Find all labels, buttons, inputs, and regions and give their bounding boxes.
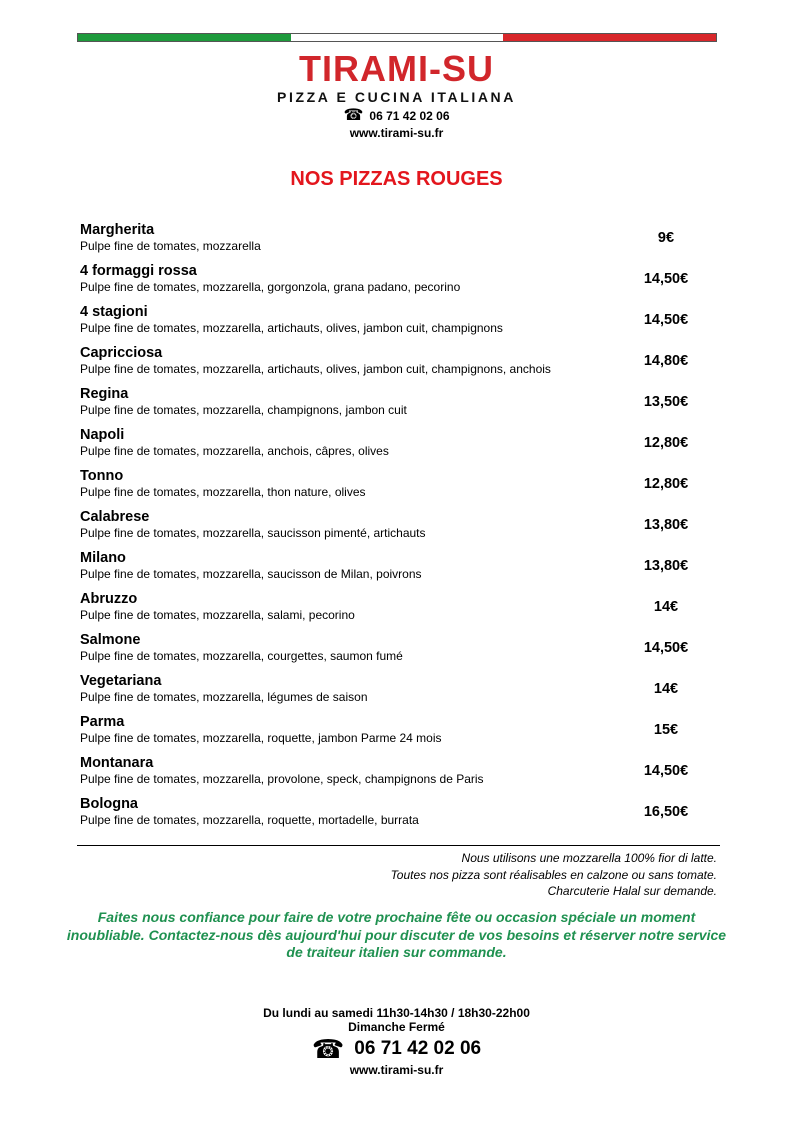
pizza-price: 14,50€ xyxy=(643,271,689,287)
pizza-name: Calabrese xyxy=(80,509,150,525)
pizza-name: Parma xyxy=(80,714,125,730)
pizza-name: Regina xyxy=(80,386,129,402)
menu-item xyxy=(80,345,700,386)
pizza-price: 14,50€ xyxy=(643,312,689,328)
catering-promo: Faites nous confiance pour faire de votre prochaine fête ou occasion spéciale un moment inoubliable. Contactez-nous dès aujourd'hui pour discuter de vos besoins et réserver notre service de traiteur italien sur commande. xyxy=(66,909,727,960)
pizza-description: Pulpe fine de tomates, mozzarella, salami, pecorino xyxy=(80,608,355,622)
pizza-price: 12,80€ xyxy=(643,476,689,492)
menu-item xyxy=(80,222,700,263)
menu-notes xyxy=(391,850,717,900)
opening-hours: Du lundi au samedi 11h30-14h30 / 18h30-22h00 xyxy=(263,1006,530,1020)
menu-item xyxy=(80,796,700,837)
pizza-description: Pulpe fine de tomates, mozzarella, artichauts, olives, jambon cuit, champignons xyxy=(80,321,503,335)
pizza-name: Montanara xyxy=(80,755,154,771)
pizza-price: 13,80€ xyxy=(643,558,689,574)
menu-item xyxy=(80,386,700,427)
note-line: Toutes nos pizza sont réalisables en calzone ou sans tomate. xyxy=(390,867,717,882)
pizza-price: 14,80€ xyxy=(643,353,689,369)
menu-item xyxy=(80,509,700,550)
flag-red xyxy=(503,34,716,41)
pizza-name: 4 stagioni xyxy=(80,304,148,320)
pizza-price: 16,50€ xyxy=(643,804,689,820)
pizza-price: 13,80€ xyxy=(643,517,689,533)
menu-item xyxy=(80,304,700,345)
menu-item xyxy=(80,673,700,714)
restaurant-logo xyxy=(0,50,793,141)
menu-item xyxy=(80,468,700,509)
footer-website: www.tirami-su.fr xyxy=(349,1063,444,1077)
pizza-name: 4 formaggi rossa xyxy=(80,263,197,279)
pizza-name: Vegetariana xyxy=(80,673,162,689)
menu-item xyxy=(80,755,700,796)
restaurant-name: TIRAMI-SU xyxy=(299,48,494,89)
note-line: Charcuterie Halal sur demande. xyxy=(547,884,717,898)
pizza-description: Pulpe fine de tomates, mozzarella, thon nature, olives xyxy=(80,485,366,499)
menu-item xyxy=(80,263,700,304)
pizza-name: Tonno xyxy=(80,468,124,484)
pizza-price: 14€ xyxy=(653,681,679,697)
menu-item xyxy=(80,591,700,632)
telephone-icon: ☎ xyxy=(311,1034,345,1064)
footer-phone xyxy=(312,1036,481,1062)
pizza-description: Pulpe fine de tomates, mozzarella, courgettes, saumon fumé xyxy=(80,649,403,663)
footer-phone-number: 06 71 42 02 06 xyxy=(354,1038,482,1059)
pizza-name: Milano xyxy=(80,550,126,566)
pizza-name: Margherita xyxy=(80,222,155,238)
pizza-price: 13,50€ xyxy=(643,394,689,410)
pizza-description: Pulpe fine de tomates, mozzarella, champignons, jambon cuit xyxy=(80,403,407,417)
pizza-description: Pulpe fine de tomates, mozzarella, anchois, câpres, olives xyxy=(80,444,389,458)
note-line: Nous utilisons une mozzarella 100% fior di latte. xyxy=(461,851,717,865)
header-phone xyxy=(343,108,449,124)
pizza-price: 9€ xyxy=(657,230,675,246)
restaurant-tagline: PIZZA E CUCINA ITALIANA xyxy=(277,89,516,105)
flag-white xyxy=(291,34,504,41)
menu-item xyxy=(80,427,700,468)
telephone-icon: ☎ xyxy=(343,107,364,124)
pizza-price: 14€ xyxy=(653,599,679,615)
closed-day: Dimanche Fermé xyxy=(348,1020,445,1034)
pizza-description: Pulpe fine de tomates, mozzarella, roquette, jambon Parme 24 mois xyxy=(80,731,442,745)
footer xyxy=(0,1006,793,1078)
menu-item xyxy=(80,714,700,755)
pizza-name: Salmone xyxy=(80,632,141,648)
pizza-menu-list xyxy=(80,222,700,837)
flag-green xyxy=(78,34,291,41)
menu-item xyxy=(80,550,700,591)
pizza-price: 14,50€ xyxy=(643,763,689,779)
menu-heading: NOS PIZZAS ROUGES xyxy=(290,168,503,190)
pizza-description: Pulpe fine de tomates, mozzarella, provolone, speck, champignons de Paris xyxy=(80,772,484,786)
divider xyxy=(77,845,720,846)
pizza-description: Pulpe fine de tomates, mozzarella, saucisson pimenté, artichauts xyxy=(80,526,426,540)
pizza-description: Pulpe fine de tomates, mozzarella, artichauts, olives, jambon cuit, champignons, anchois xyxy=(80,362,551,376)
pizza-description: Pulpe fine de tomates, mozzarella, légumes de saison xyxy=(80,690,368,704)
pizza-description: Pulpe fine de tomates, mozzarella, gorgonzola, grana padano, pecorino xyxy=(80,280,461,294)
header-phone-number: 06 71 42 02 06 xyxy=(369,109,450,123)
pizza-description: Pulpe fine de tomates, mozzarella xyxy=(80,239,261,253)
pizza-description: Pulpe fine de tomates, mozzarella, saucisson de Milan, poivrons xyxy=(80,567,422,581)
pizza-price: 15€ xyxy=(653,722,679,738)
menu-item xyxy=(80,632,700,673)
italian-flag-bar xyxy=(77,33,717,42)
pizza-name: Bologna xyxy=(80,796,138,812)
pizza-name: Capricciosa xyxy=(80,345,163,361)
pizza-price: 12,80€ xyxy=(643,435,689,451)
header-website: www.tirami-su.fr xyxy=(349,126,444,140)
pizza-price: 14,50€ xyxy=(643,640,689,656)
pizza-name: Abruzzo xyxy=(80,591,138,607)
pizza-name: Napoli xyxy=(80,427,125,443)
pizza-description: Pulpe fine de tomates, mozzarella, roquette, mortadelle, burrata xyxy=(80,813,419,827)
